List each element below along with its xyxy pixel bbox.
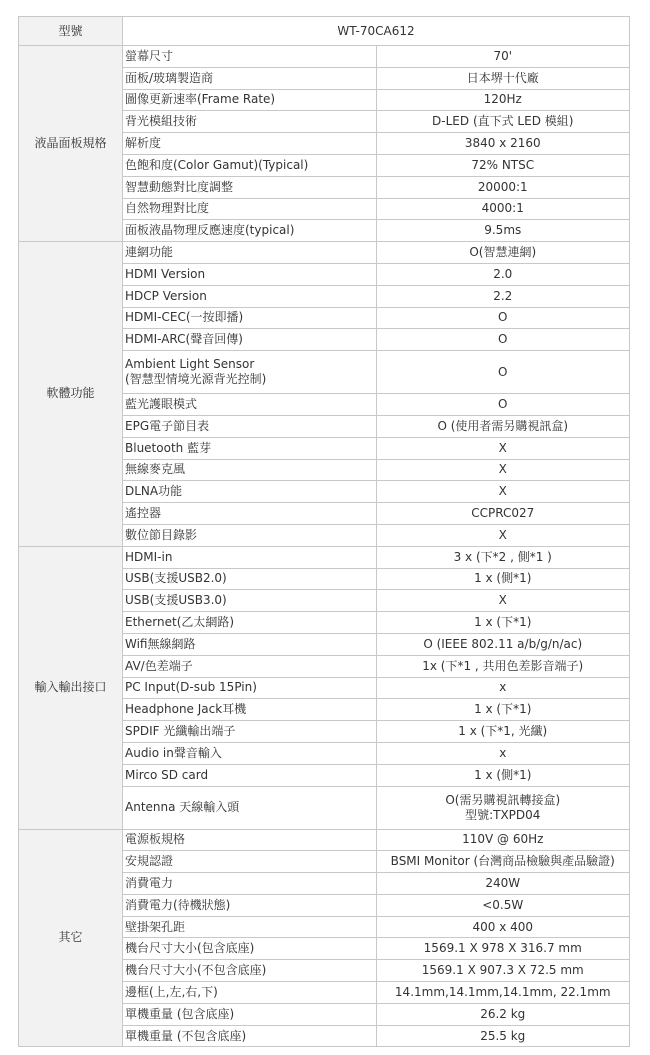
spec-label: PC Input(D-sub 15Pin) (123, 677, 377, 699)
spec-value: X (376, 437, 630, 459)
spec-label: 電源板規格 (123, 829, 377, 851)
spec-value: 9.5ms (376, 220, 630, 242)
section-category: 液晶面板規格 (19, 46, 123, 242)
spec-value: O (376, 351, 630, 394)
spec-value: O (376, 329, 630, 351)
spec-value: 14.1mm,14.1mm,14.1mm, 22.1mm (376, 982, 630, 1004)
spec-label: USB(支援USB3.0) (123, 590, 377, 612)
spec-label: 機台尺寸大小(包含底座) (123, 938, 377, 960)
spec-label-line: (智慧型情境光源背光控制) (125, 372, 267, 387)
spec-value: 120Hz (376, 89, 630, 111)
spec-value: 1x (下*1 , 共用色差影音端子) (376, 655, 630, 677)
spec-value: 400 x 400 (376, 916, 630, 938)
spec-label: Headphone Jack耳機 (123, 699, 377, 721)
spec-label: 單機重量 (不包含底座) (123, 1025, 377, 1047)
spec-label: 單機重量 (包含底座) (123, 1003, 377, 1025)
spec-value: 3 x (下*2 , 側*1 ) (376, 546, 630, 568)
section-category: 其它 (19, 829, 123, 1047)
spec-value: 1569.1 X 978 X 316.7 mm (376, 938, 630, 960)
spec-label: 消費電力(待機狀態) (123, 894, 377, 916)
spec-value: O(智慧連網) (376, 242, 630, 264)
spec-label: AV/色差端子 (123, 655, 377, 677)
spec-value: 1 x (側*1) (376, 568, 630, 590)
section-category: 輸入輸出接口 (19, 546, 123, 829)
spec-label: Bluetooth 藍芽 (123, 437, 377, 459)
spec-value: 日本堺十代廠 (376, 67, 630, 89)
spec-label: 連網功能 (123, 242, 377, 264)
section-category: 軟體功能 (19, 242, 123, 547)
spec-value-line: O(需另購視訊轉接盒) (445, 792, 561, 807)
spec-label: 解析度 (123, 133, 377, 155)
spec-value: 26.2 kg (376, 1003, 630, 1025)
spec-value: 1 x (下*1) (376, 612, 630, 634)
spec-value: 4000:1 (376, 198, 630, 220)
spec-value: 110V @ 60Hz (376, 829, 630, 851)
spec-value: 3840 x 2160 (376, 133, 630, 155)
spec-value: X (376, 590, 630, 612)
spec-label: Wifi無線網路 (123, 633, 377, 655)
spec-label: 藍光護眼模式 (123, 394, 377, 416)
spec-row (19, 546, 630, 568)
spec-value: O (376, 394, 630, 416)
spec-label: HDMI Version (123, 263, 377, 285)
spec-value: X (376, 459, 630, 481)
spec-value: O (IEEE 802.11 a/b/g/n/ac) (376, 633, 630, 655)
spec-value: 240W (376, 873, 630, 895)
spec-row (19, 829, 630, 851)
spec-value: 1 x (側*1) (376, 764, 630, 786)
spec-label: HDMI-ARC(聲音回傳) (123, 329, 377, 351)
spec-value: O (376, 307, 630, 329)
spec-label: HDCP Version (123, 285, 377, 307)
spec-table-body (19, 17, 630, 1047)
spec-value: 2.0 (376, 263, 630, 285)
spec-value: 1569.1 X 907.3 X 72.5 mm (376, 960, 630, 982)
spec-value: CCPRC027 (376, 503, 630, 525)
spec-label: USB(支援USB2.0) (123, 568, 377, 590)
spec-value: <0.5W (376, 894, 630, 916)
spec-label: EPG電子節目表 (123, 415, 377, 437)
spec-label: 面板液晶物理反應速度(typical) (123, 220, 377, 242)
spec-label: 智慧動態對比度調整 (123, 176, 377, 198)
spec-value: x (376, 742, 630, 764)
header-row (19, 17, 630, 46)
spec-row (19, 46, 630, 68)
spec-label: 面板/玻璃製造商 (123, 67, 377, 89)
spec-value: 1 x (下*1, 光纖) (376, 721, 630, 743)
spec-value: 72% NTSC (376, 154, 630, 176)
spec-label: 無線麥克風 (123, 459, 377, 481)
model-number: WT-70CA612 (123, 17, 630, 46)
spec-label: Mirco SD card (123, 764, 377, 786)
spec-label: Ethernet(乙太網路) (123, 612, 377, 634)
spec-value: 1 x (下*1) (376, 699, 630, 721)
spec-label: 圖像更新速率(Frame Rate) (123, 89, 377, 111)
spec-label: 消費電力 (123, 873, 377, 895)
spec-value-line: 型號:TXPD04 (465, 807, 541, 822)
spec-label: 背光模組技術 (123, 111, 377, 133)
spec-table (18, 16, 630, 1047)
spec-value: x (376, 677, 630, 699)
spec-label: 色飽和度(Color Gamut)(Typical) (123, 154, 377, 176)
spec-label: Antenna 天線輸入頭 (123, 786, 377, 829)
spec-label: 機台尺寸大小(不包含底座) (123, 960, 377, 982)
spec-label: 壁掛架孔距 (123, 916, 377, 938)
spec-label: HDMI-CEC(一按即播) (123, 307, 377, 329)
spec-label: DLNA功能 (123, 481, 377, 503)
spec-value: 2.2 (376, 285, 630, 307)
spec-label: 邊框(上,左,右,下) (123, 982, 377, 1004)
spec-label: HDMI-in (123, 546, 377, 568)
spec-label: 自然物理對比度 (123, 198, 377, 220)
spec-label: 螢幕尺寸 (123, 46, 377, 68)
spec-row (19, 242, 630, 264)
spec-label-line: Ambient Light Sensor (125, 357, 255, 372)
spec-value (376, 786, 630, 829)
spec-label (123, 351, 377, 394)
spec-value: 20000:1 (376, 176, 630, 198)
spec-label: 遙控器 (123, 503, 377, 525)
spec-value: 70' (376, 46, 630, 68)
spec-label: SPDIF 光纖輸出端子 (123, 721, 377, 743)
header-category: 型號 (19, 17, 123, 46)
spec-value: X (376, 524, 630, 546)
spec-label: 數位節目錄影 (123, 524, 377, 546)
spec-value: D-LED (直下式 LED 模組) (376, 111, 630, 133)
spec-value: 25.5 kg (376, 1025, 630, 1047)
spec-value: BSMI Monitor (台灣商品檢驗與產品驗證) (376, 851, 630, 873)
spec-value: O (使用者需另購視訊盒) (376, 415, 630, 437)
spec-value: X (376, 481, 630, 503)
spec-label: 安規認證 (123, 851, 377, 873)
spec-label: Audio in聲音輸入 (123, 742, 377, 764)
